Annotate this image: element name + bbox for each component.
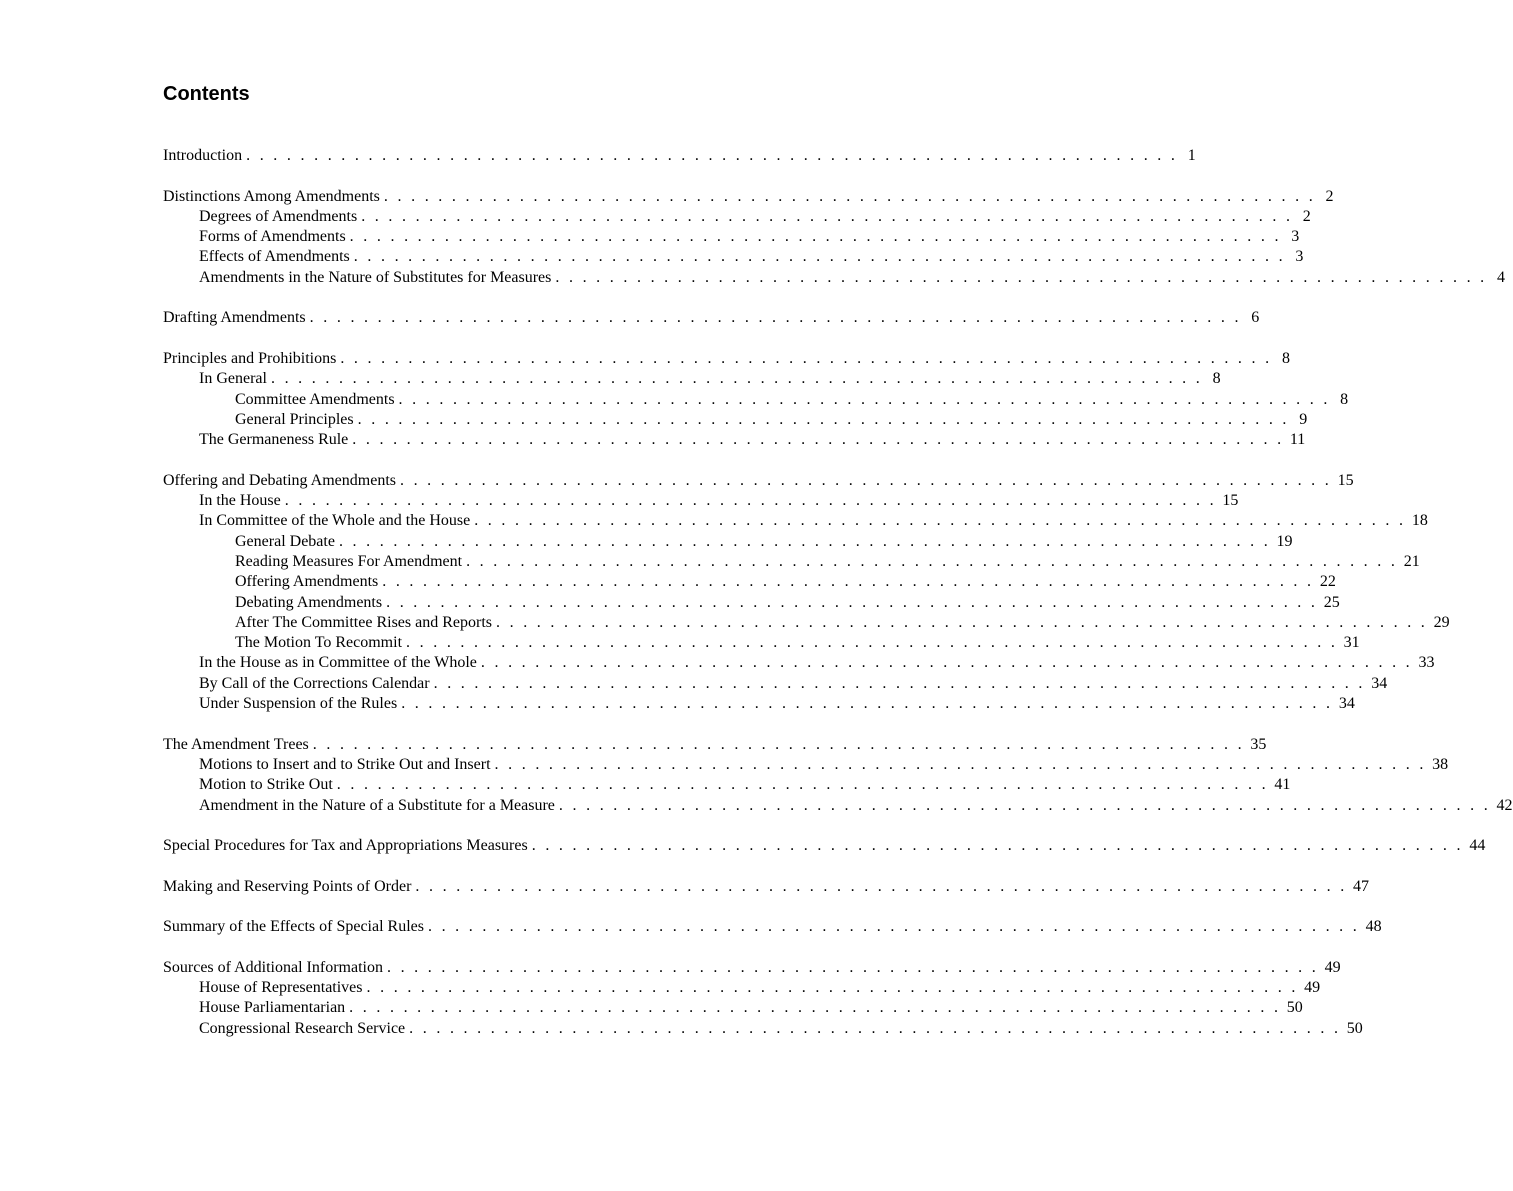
toc-page-number: 29 xyxy=(1433,613,1450,631)
dot-leader: . . . . . . . . . . . . . . . . . . . . . . . . . . . . . . . . . . . . . . . . . . . . . . . . . . . . . . . . . . . . . . . . . . . . . xyxy=(555,268,1487,286)
toc-page-number: 47 xyxy=(1353,877,1370,895)
toc-entry[interactable] xyxy=(163,369,1221,389)
toc-page-number: 15 xyxy=(1222,492,1239,510)
toc-entry-title: Debating Amendments xyxy=(235,593,383,611)
toc-entry[interactable] xyxy=(163,511,1428,531)
toc-entry-title: Congressional Research Service xyxy=(199,1019,406,1037)
dot-leader: . . . . . . . . . . . . . . . . . . . . . . . . . . . . . . . . . . . . . . . . . . . . . . . . . . . . . . . . . . . . . . . . . . . . . xyxy=(352,431,1284,449)
toc-page-number: 31 xyxy=(1343,634,1360,652)
toc-entry[interactable] xyxy=(163,877,1370,897)
toc-entry[interactable] xyxy=(163,735,1267,755)
toc-page-number: 1 xyxy=(1187,147,1196,164)
dot-leader: . . . . . . . . . . . . . . . . . . . . . . . . . . . . . . . . . . . . . . . . . . . . . . . . . . . . . . . . . . . . . . . . . . . . . xyxy=(366,979,1299,997)
dot-leader: . . . . . . . . . . . . . . . . . . . . . . . . . . . . . . . . . . . . . . . . . . . . . . . . . . . . . . . . . . . . . . . . . . . . . xyxy=(427,918,1360,936)
toc-page-number: 44 xyxy=(1469,837,1486,855)
toc-entry[interactable] xyxy=(163,187,1334,207)
toc-entry-title: Summary of the Effects of Special Rules xyxy=(163,918,424,936)
dot-leader: . . . . . . . . . . . . . . . . . . . . . . . . . . . . . . . . . . . . . . . . . . . . . . . . . . . . . . . . . . . . . . . . . . . . . xyxy=(312,735,1245,753)
toc-page-number: 33 xyxy=(1418,654,1435,672)
toc-entry[interactable] xyxy=(163,268,1505,288)
toc-entry-title: Motion to Strike Out xyxy=(199,776,333,794)
toc-section xyxy=(163,187,1505,288)
toc-entry[interactable] xyxy=(163,207,1311,227)
dot-leader: . . . . . . . . . . . . . . . . . . . . . . . . . . . . . . . . . . . . . . . . . . . . . . . . . . . . . . . . . . . . . . . . . . . . . xyxy=(383,187,1316,205)
toc-entry-title: After The Committee Rises and Reports xyxy=(235,613,492,631)
toc-section xyxy=(163,146,1196,166)
toc-entry-title: Offering Amendments xyxy=(235,573,379,591)
toc-section xyxy=(163,471,1450,715)
toc-page-number: 50 xyxy=(1346,1019,1363,1037)
toc-entry[interactable] xyxy=(163,552,1420,572)
toc-page-number: 8 xyxy=(1212,370,1221,388)
dot-leader: . . . . . . . . . . . . . . . . . . . . . . . . . . . . . . . . . . . . . . . . . . . . . . . . . . . . . . . . . . . . . . . . . . . . . xyxy=(558,796,1491,814)
toc-entry[interactable] xyxy=(163,633,1360,653)
toc-entry[interactable] xyxy=(163,796,1513,816)
toc-page-number: 18 xyxy=(1411,512,1428,530)
toc-page-number: 25 xyxy=(1323,593,1340,611)
toc-entry-title: Committee Amendments xyxy=(235,390,395,408)
toc-entry-title: In Committee of the Whole and the House xyxy=(199,512,471,530)
dot-leader: . . . . . . . . . . . . . . . . . . . . . . . . . . . . . . . . . . . . . . . . . . . . . . . . . . . . . . . . . . . . . . . . . . . . . xyxy=(409,1019,1341,1037)
toc-entry[interactable] xyxy=(163,471,1354,491)
toc-entry-title: Motions to Insert and to Strike Out and Insert xyxy=(199,755,491,773)
toc-page-number: 2 xyxy=(1325,187,1334,205)
toc-entry-title: General Debate xyxy=(235,532,335,550)
dot-leader: . . . . . . . . . . . . . . . . . . . . . . . . . . . . . . . . . . . . . . . . . . . . . . . . . . . . . . . . . . . . . . . . . . . . . xyxy=(246,147,1178,164)
dot-leader: . . . . . . . . . . . . . . . . . . . . . . . . . . . . . . . . . . . . . . . . . . . . . . . . . . . . . . . . . . . . . . . . . . . . . xyxy=(361,207,1293,225)
toc-entry-title: Making and Reserving Points of Order xyxy=(163,877,412,895)
toc-section xyxy=(163,735,1513,816)
toc-entry-title: The Germaneness Rule xyxy=(199,431,349,449)
toc-entry[interactable] xyxy=(163,674,1388,694)
dot-leader: . . . . . . . . . . . . . . . . . . . . . . . . . . . . . . . . . . . . . . . . . . . . . . . . . . . . . . . . . . . . . . . . . . . . . xyxy=(466,552,1398,570)
dot-leader: . . . . . . . . . . . . . . . . . . . . . . . . . . . . . . . . . . . . . . . . . . . . . . . . . . . . . . . . . . . . . . . . . . . . . xyxy=(494,755,1427,773)
toc-entry[interactable] xyxy=(163,146,1196,166)
dot-leader: . . . . . . . . . . . . . . . . . . . . . . . . . . . . . . . . . . . . . . . . . . . . . . . . . . . . . . . . . . . . . . . . . . . . . xyxy=(349,999,1281,1017)
toc-section xyxy=(163,877,1370,897)
toc-page-number: 34 xyxy=(1338,695,1355,713)
toc-entry-title: House of Representatives xyxy=(199,979,363,997)
dot-leader: . . . . . . . . . . . . . . . . . . . . . . . . . . . . . . . . . . . . . . . . . . . . . . . . . . . . . . . . . . . . . . . . . . . . . xyxy=(474,512,1406,530)
toc-entry[interactable] xyxy=(163,430,1306,450)
toc-entry[interactable] xyxy=(163,836,1486,856)
toc-entry[interactable] xyxy=(163,410,1308,430)
dot-leader: . . . . . . . . . . . . . . . . . . . . . . . . . . . . . . . . . . . . . . . . . . . . . . . . . . . . . . . . . . . . . . . . . . . . . xyxy=(382,573,1314,591)
dot-leader: . . . . . . . . . . . . . . . . . . . . . . . . . . . . . . . . . . . . . . . . . . . . . . . . . . . . . . . . . . . . . . . . . . . . . xyxy=(399,471,1332,489)
toc-entry[interactable] xyxy=(163,308,1260,328)
dot-leader: . . . . . . . . . . . . . . . . . . . . . . . . . . . . . . . . . . . . . . . . . . . . . . . . . . . . . . . . . . . . . . . . . . . . . xyxy=(336,776,1269,794)
toc-section xyxy=(163,836,1486,856)
toc-page-number: 48 xyxy=(1365,918,1382,936)
toc-entry-title: Special Procedures for Tax and Appropriations Measures xyxy=(163,837,528,855)
toc-entry[interactable] xyxy=(163,958,1341,978)
toc-entry[interactable] xyxy=(163,349,1290,369)
toc-entry-title: General Principles xyxy=(235,410,354,428)
toc-entry-title: Principles and Prohibitions xyxy=(163,349,337,367)
dot-leader: . . . . . . . . . . . . . . . . . . . . . . . . . . . . . . . . . . . . . . . . . . . . . . . . . . . . . . . . . . . . . . . . . . . . . xyxy=(531,837,1464,855)
toc-entry[interactable] xyxy=(163,775,1291,795)
dot-leader: . . . . . . . . . . . . . . . . . . . . . . . . . . . . . . . . . . . . . . . . . . . . . . . . . . . . . . . . . . . . . . . . . . . . . xyxy=(309,309,1242,327)
dot-leader: . . . . . . . . . . . . . . . . . . . . . . . . . . . . . . . . . . . . . . . . . . . . . . . . . . . . . . . . . . . . . . . . . . . . . xyxy=(386,958,1319,976)
toc-entry[interactable] xyxy=(163,978,1321,998)
toc-page-number: 15 xyxy=(1337,471,1354,489)
toc-entry-title: Amendments in the Nature of Substitutes for Measures xyxy=(199,268,552,286)
dot-leader: . . . . . . . . . . . . . . . . . . . . . . . . . . . . . . . . . . . . . . . . . . . . . . . . . . . . . . . . . . . . . . . . . . . . . xyxy=(496,613,1428,631)
dot-leader: . . . . . . . . . . . . . . . . . . . . . . . . . . . . . . . . . . . . . . . . . . . . . . . . . . . . . . . . . . . . . . . . . . . . . xyxy=(415,877,1348,895)
toc-section xyxy=(163,349,1349,450)
toc-entry[interactable] xyxy=(163,613,1450,633)
toc-entry[interactable] xyxy=(163,917,1382,937)
dot-leader: . . . . . . . . . . . . . . . . . . . . . . . . . . . . . . . . . . . . . . . . . . . . . . . . . . . . . . . . . . . . . . . . . . . . . xyxy=(340,349,1272,367)
toc-section xyxy=(163,917,1382,937)
dot-leader: . . . . . . . . . . . . . . . . . . . . . . . . . . . . . . . . . . . . . . . . . . . . . . . . . . . . . . . . . . . . . . . . . . . . . xyxy=(357,410,1290,428)
toc-entry-title: The Motion To Recommit xyxy=(235,634,403,652)
dot-leader: . . . . . . . . . . . . . . . . . . . . . . . . . . . . . . . . . . . . . . . . . . . . . . . . . . . . . . . . . . . . . . . . . . . . . xyxy=(480,654,1413,672)
toc-entry[interactable] xyxy=(163,755,1449,775)
toc-entry-title: In General xyxy=(199,370,267,388)
toc-entry-title: Amendment in the Nature of a Substitute for a Measure xyxy=(199,796,555,814)
toc-page-number: 21 xyxy=(1403,552,1420,570)
toc-entry-title: The Amendment Trees xyxy=(163,735,309,753)
toc-page-number: 8 xyxy=(1340,390,1349,408)
toc-entry[interactable] xyxy=(163,998,1303,1018)
dot-leader: . . . . . . . . . . . . . . . . . . . . . . . . . . . . . . . . . . . . . . . . . . . . . . . . . . . . . . . . . . . . . . . . . . . . . xyxy=(284,492,1217,510)
dot-leader: . . . . . . . . . . . . . . . . . . . . . . . . . . . . . . . . . . . . . . . . . . . . . . . . . . . . . . . . . . . . . . . . . . . . . xyxy=(386,593,1318,611)
toc-entry[interactable] xyxy=(163,1019,1363,1039)
toc-entry[interactable] xyxy=(163,491,1239,511)
toc-entry-title: Under Suspension of the Rules xyxy=(199,695,398,713)
toc-page-number: 8 xyxy=(1281,349,1290,367)
toc-entry[interactable] xyxy=(163,593,1340,613)
toc-entry-title: Effects of Amendments xyxy=(199,248,350,266)
toc-entry-title: Introduction xyxy=(163,147,243,164)
toc-page-number: 42 xyxy=(1496,796,1513,814)
toc-entry[interactable] xyxy=(163,247,1304,267)
toc-page-number: 4 xyxy=(1496,268,1505,286)
toc-entry-title: In the House as in Committee of the Whole xyxy=(199,654,477,672)
toc-page-number: 3 xyxy=(1295,248,1304,266)
toc-entry-title: Sources of Additional Information xyxy=(163,958,383,976)
toc-page-number: 50 xyxy=(1286,999,1303,1017)
toc-page-number: 34 xyxy=(1371,674,1388,692)
toc-page-number: 49 xyxy=(1324,958,1341,976)
toc-page-number: 11 xyxy=(1289,431,1306,449)
toc-entry-title: Degrees of Amendments xyxy=(199,207,358,225)
toc-page-number: 3 xyxy=(1291,228,1300,246)
toc-page-number: 2 xyxy=(1302,207,1311,225)
toc-page-number: 19 xyxy=(1276,532,1293,550)
toc-page-number: 35 xyxy=(1250,735,1267,753)
toc-entry-title: Drafting Amendments xyxy=(163,309,306,327)
toc-entry[interactable] xyxy=(163,532,1293,552)
dot-leader: . . . . . . . . . . . . . . . . . . . . . . . . . . . . . . . . . . . . . . . . . . . . . . . . . . . . . . . . . . . . . . . . . . . . . xyxy=(353,248,1286,266)
toc-entry-title: Forms of Amendments xyxy=(199,228,346,246)
page-title: Contents xyxy=(163,83,250,105)
dot-leader: . . . . . . . . . . . . . . . . . . . . . . . . . . . . . . . . . . . . . . . . . . . . . . . . . . . . . . . . . . . . . . . . . . . . . xyxy=(406,634,1338,652)
toc-entry[interactable] xyxy=(163,227,1300,247)
toc-entry-title: In the House xyxy=(199,492,281,510)
toc-page-number: 49 xyxy=(1304,979,1321,997)
dot-leader: . . . . . . . . . . . . . . . . . . . . . . . . . . . . . . . . . . . . . . . . . . . . . . . . . . . . . . . . . . . . . . . . . . . . . xyxy=(401,695,1333,713)
dot-leader: . . . . . . . . . . . . . . . . . . . . . . . . . . . . . . . . . . . . . . . . . . . . . . . . . . . . . . . . . . . . . . . . . . . . . xyxy=(433,674,1366,692)
table-of-contents xyxy=(163,146,1513,1059)
toc-entry-title: Reading Measures For Amendment xyxy=(235,552,463,570)
toc-entry-title: Offering and Debating Amendments xyxy=(163,471,396,489)
toc-section xyxy=(163,308,1260,328)
toc-page-number: 6 xyxy=(1251,309,1260,327)
dot-leader: . . . . . . . . . . . . . . . . . . . . . . . . . . . . . . . . . . . . . . . . . . . . . . . . . . . . . . . . . . . . . . . . . . . . . xyxy=(349,228,1282,246)
toc-entry-title: By Call of the Corrections Calendar xyxy=(199,674,430,692)
toc-entry[interactable] xyxy=(163,694,1355,714)
toc-page-number: 9 xyxy=(1299,410,1308,428)
toc-entry[interactable] xyxy=(163,390,1349,410)
dot-leader: . . . . . . . . . . . . . . . . . . . . . . . . . . . . . . . . . . . . . . . . . . . . . . . . . . . . . . . . . . . . . . . . . . . . . xyxy=(270,370,1203,388)
toc-entry[interactable] xyxy=(163,653,1435,673)
toc-entry[interactable] xyxy=(163,572,1336,592)
dot-leader: . . . . . . . . . . . . . . . . . . . . . . . . . . . . . . . . . . . . . . . . . . . . . . . . . . . . . . . . . . . . . . . . . . . . . xyxy=(338,532,1271,550)
toc-page-number: 22 xyxy=(1319,573,1336,591)
toc-section xyxy=(163,958,1363,1039)
toc-entry-title: House Parliamentarian xyxy=(199,999,346,1017)
toc-page-number: 38 xyxy=(1432,755,1449,773)
toc-entry-title: Distinctions Among Amendments xyxy=(163,187,380,205)
toc-page-number: 41 xyxy=(1274,776,1291,794)
dot-leader: . . . . . . . . . . . . . . . . . . . . . . . . . . . . . . . . . . . . . . . . . . . . . . . . . . . . . . . . . . . . . . . . . . . . . xyxy=(398,390,1331,408)
